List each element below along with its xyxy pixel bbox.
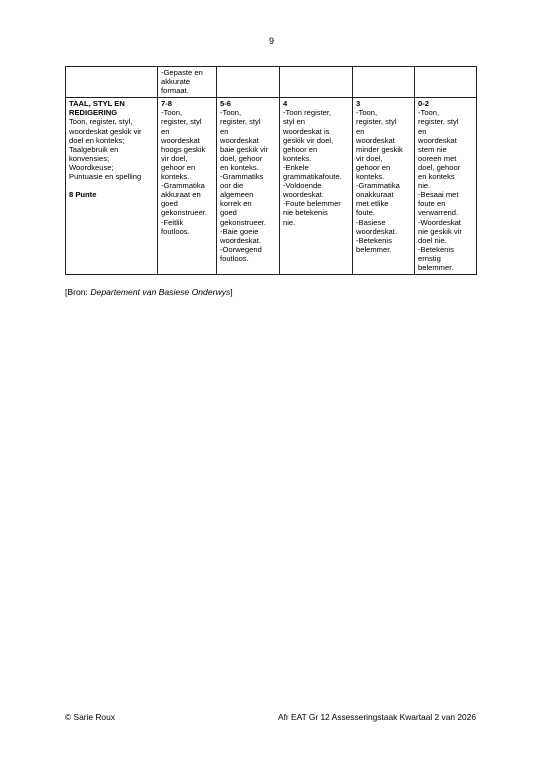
criterion-cell xyxy=(66,98,158,275)
criterion-points: 8 Punte xyxy=(69,190,97,200)
source-citation xyxy=(65,287,233,297)
level-descriptor: onakkuraat xyxy=(356,190,394,200)
level-score: 7-8 xyxy=(161,99,172,109)
level-descriptor: vir doel, xyxy=(356,153,383,163)
level-descriptor: gehoor en xyxy=(283,144,318,154)
level-descriptor: -Basiese xyxy=(356,217,386,227)
level-descriptor: konteks. xyxy=(161,172,190,182)
level-descriptor: register, styl xyxy=(418,117,459,127)
level-descriptor: algemeen xyxy=(220,190,254,200)
level-descriptor: gehoor en xyxy=(356,162,391,172)
level-descriptor: register, styl xyxy=(356,117,397,127)
level-descriptor: en konteks. xyxy=(220,162,259,172)
level-score: 3 xyxy=(356,99,361,109)
level-descriptor: gekonstrueer. xyxy=(161,208,208,218)
level-descriptor: -Toon, xyxy=(418,108,440,118)
level-descriptor: -Betekenis xyxy=(418,244,454,254)
level-score: 0-2 xyxy=(418,99,429,109)
level-descriptor: goed xyxy=(220,208,237,218)
level-descriptor: woordeskat xyxy=(220,135,259,145)
level-descriptor: -Grammatiks xyxy=(220,172,264,182)
level-descriptor: -Oorwegend xyxy=(220,244,262,254)
criterion-description: konvensies; xyxy=(69,153,110,163)
cell-text: formaat. xyxy=(161,86,189,96)
level-descriptor: nie geskik vir xyxy=(418,226,462,236)
level-descriptor: verwarrend. xyxy=(418,208,459,218)
criterion-description: Taalgebruik en xyxy=(69,144,119,154)
table-cell xyxy=(353,67,415,98)
criterion-description: woordeskat geskik vir xyxy=(69,126,142,136)
table-cell xyxy=(66,67,158,98)
level-cell xyxy=(280,98,353,275)
table-row xyxy=(66,67,477,98)
level-descriptor: -Toon register, xyxy=(283,108,332,118)
level-cell xyxy=(415,98,477,275)
spacer xyxy=(69,181,155,190)
level-descriptor: woordeskat xyxy=(161,135,200,145)
level-descriptor: korrek en xyxy=(220,199,252,209)
level-descriptor: foutloos. xyxy=(220,253,249,263)
level-score: 5-6 xyxy=(220,99,231,109)
level-descriptor: -Voldoende xyxy=(283,181,322,191)
level-descriptor: belemmer. xyxy=(356,244,392,254)
level-score: 4 xyxy=(283,99,288,109)
level-descriptor: register, styl xyxy=(220,117,261,127)
criterion-description: Woordkeuse; xyxy=(69,162,114,172)
footer-author: © Sarie Roux xyxy=(65,712,115,722)
level-cell xyxy=(353,98,415,275)
source-suffix: ] xyxy=(230,287,233,297)
level-cell xyxy=(158,98,217,275)
level-descriptor: grammatikafoute. xyxy=(283,172,342,182)
level-descriptor: en xyxy=(220,126,229,136)
rubric-table xyxy=(65,66,477,275)
level-descriptor: -Toon, xyxy=(161,108,183,118)
level-descriptor: -Betekenis xyxy=(356,235,392,245)
level-descriptor: baie geskik vir xyxy=(220,144,269,154)
level-descriptor: nie. xyxy=(418,181,431,191)
level-descriptor: woordeskat. xyxy=(220,235,261,245)
criterion-description: doel en konteks; xyxy=(69,135,125,145)
level-descriptor: geskik vir doel, xyxy=(283,135,334,145)
table-cell xyxy=(280,67,353,98)
level-descriptor: met etlike xyxy=(356,199,389,209)
cell-text: -Gepaste en xyxy=(161,68,203,77)
level-descriptor: vir doel, xyxy=(161,153,188,163)
level-descriptor: konteks. xyxy=(356,172,385,182)
level-descriptor: ooreen met xyxy=(418,153,457,163)
level-descriptor: hoogs geskik xyxy=(161,144,206,154)
level-descriptor: goed xyxy=(161,199,178,209)
level-descriptor: register, styl xyxy=(161,117,202,127)
level-descriptor: -Woordeskat xyxy=(418,217,461,227)
level-descriptor: en xyxy=(418,126,427,136)
criterion-title: REDIGERING xyxy=(69,108,118,118)
level-descriptor: doel, gehoor xyxy=(220,153,263,163)
level-descriptor: gehoor en xyxy=(161,162,196,172)
table-cell xyxy=(217,67,280,98)
level-descriptor: oor die xyxy=(220,181,244,191)
level-descriptor: -Grammatika xyxy=(161,181,205,191)
table-row xyxy=(66,98,477,275)
criterion-title: TAAL, STYL EN xyxy=(69,99,125,109)
level-descriptor: belemmer. xyxy=(418,262,454,272)
criterion-description: Toon, register, styl, xyxy=(69,117,133,127)
level-descriptor: en konteks xyxy=(418,172,455,182)
level-descriptor: -Baie goeie xyxy=(220,226,259,236)
level-descriptor: -Grammatika xyxy=(356,181,400,191)
level-descriptor: woordeskat xyxy=(356,135,395,145)
level-descriptor: en xyxy=(161,126,170,136)
table-cell xyxy=(158,67,217,98)
level-cell xyxy=(217,98,280,275)
level-descriptor: doel, gehoor xyxy=(418,162,461,172)
footer-title: Afr EAT Gr 12 Assesseringstaak Kwartaal 2 van 2026 xyxy=(278,712,476,722)
level-descriptor: foute en xyxy=(418,199,446,209)
level-descriptor: gekonstrueer. xyxy=(220,217,267,227)
level-descriptor: nie betekenis xyxy=(283,208,328,218)
criterion-description: Puntuasie en spelling xyxy=(69,172,142,182)
level-descriptor: konteks. xyxy=(283,153,312,163)
level-descriptor: -Toon, xyxy=(220,108,242,118)
level-descriptor: en xyxy=(356,126,365,136)
level-descriptor: minder geskik xyxy=(356,144,403,154)
level-descriptor: akkuraat en xyxy=(161,190,201,200)
level-descriptor: stem nie xyxy=(418,144,447,154)
source-name: Departement van Basiese Onderwys xyxy=(90,287,231,297)
source-prefix: [Bron: xyxy=(65,287,91,297)
level-descriptor: foutloos. xyxy=(161,226,190,236)
page-number: 9 xyxy=(268,36,274,46)
level-descriptor: -Toon, xyxy=(356,108,378,118)
level-descriptor: ernstig xyxy=(418,253,441,263)
level-descriptor: woordeskat. xyxy=(356,226,397,236)
level-descriptor: nie. xyxy=(283,217,296,227)
level-descriptor: woordeskat is xyxy=(283,126,330,136)
level-descriptor: -Besaai met xyxy=(418,190,459,200)
level-descriptor: styl en xyxy=(283,117,305,127)
level-descriptor: woordeskat. xyxy=(283,190,324,200)
level-descriptor: -Enkele xyxy=(283,162,309,172)
level-descriptor: -Foute belemmer xyxy=(283,199,341,209)
level-descriptor: doel nie. xyxy=(418,235,447,245)
table-cell xyxy=(415,67,477,98)
level-descriptor: foute. xyxy=(356,208,375,218)
level-descriptor: -Feitlik xyxy=(161,217,184,227)
cell-text: akkurate xyxy=(161,77,191,87)
level-descriptor: woordeskat xyxy=(418,135,457,145)
